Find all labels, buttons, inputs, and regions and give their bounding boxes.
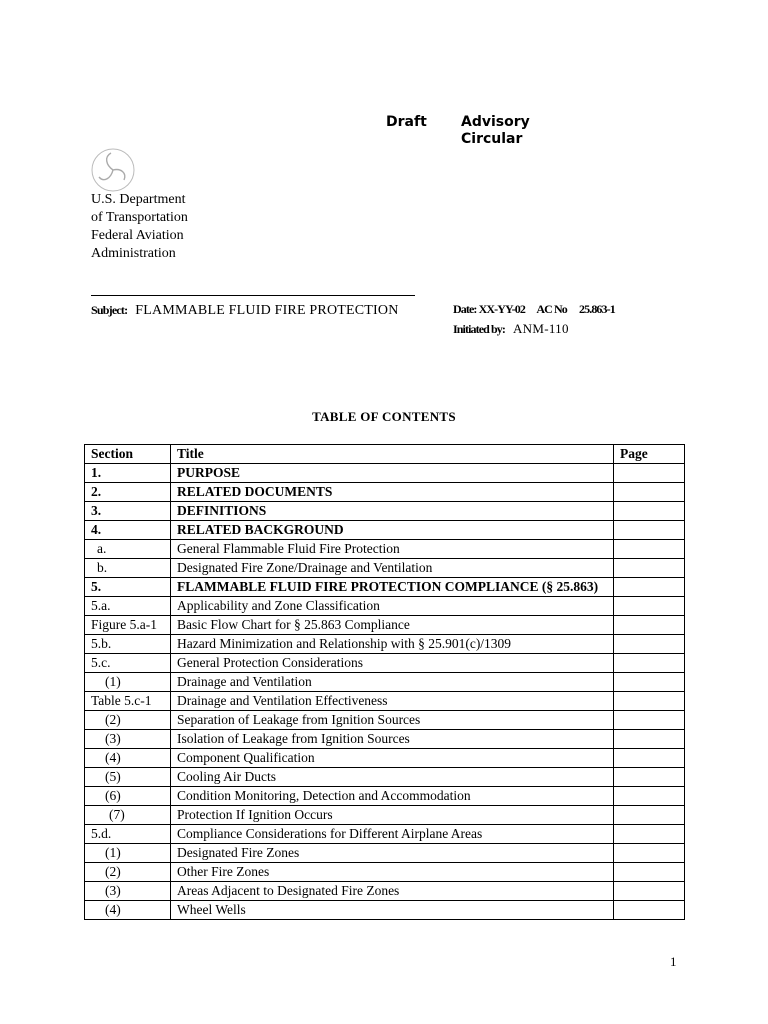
ac-label: AC No: [536, 302, 567, 316]
toc-cell-title: DEFINITIONS: [171, 502, 614, 521]
toc-row: [85, 711, 685, 730]
toc-cell-section: (7): [85, 806, 171, 825]
toc-cell-title: Hazard Minimization and Relationship with § 25.901(c)/1309: [171, 635, 614, 654]
toc-cell-page: [614, 711, 685, 730]
toc-row: [85, 464, 685, 483]
toc-cell-title: Designated Fire Zones: [171, 844, 614, 863]
department-line: Administration: [91, 246, 176, 261]
toc-row: [85, 654, 685, 673]
toc-row: [85, 730, 685, 749]
toc-cell-section: (2): [85, 863, 171, 882]
toc-cell-section: 5.a.: [85, 597, 171, 616]
toc-cell-title: RELATED BACKGROUND: [171, 521, 614, 540]
toc-cell-section: 2.: [85, 483, 171, 502]
toc-cell-section: (6): [85, 787, 171, 806]
subject-label: Subject:: [91, 303, 128, 317]
toc-cell-page: [614, 616, 685, 635]
toc-header-page: Page: [614, 445, 685, 464]
toc-cell-page: [614, 483, 685, 502]
toc-cell-section: a.: [85, 540, 171, 559]
toc-cell-section: 4.: [85, 521, 171, 540]
date-ac-line: [453, 302, 625, 317]
toc-cell-section: Table 5.c-1: [85, 692, 171, 711]
toc-cell-section: 5.d.: [85, 825, 171, 844]
toc-cell-page: [614, 882, 685, 901]
toc-row: [85, 882, 685, 901]
toc-cell-title: Basic Flow Chart for § 25.863 Compliance: [171, 616, 614, 635]
toc-row: [85, 901, 685, 920]
toc-cell-title: Designated Fire Zone/Drainage and Ventilation: [171, 559, 614, 578]
toc-cell-title: Wheel Wells: [171, 901, 614, 920]
toc-cell-page: [614, 597, 685, 616]
toc-cell-title: Isolation of Leakage from Ignition Sources: [171, 730, 614, 749]
toc-row: [85, 787, 685, 806]
toc-cell-title: PURPOSE: [171, 464, 614, 483]
toc-cell-section: 1.: [85, 464, 171, 483]
toc-row: [85, 559, 685, 578]
initiated-by-line: [453, 320, 569, 338]
toc-cell-page: [614, 464, 685, 483]
toc-cell-title: Areas Adjacent to Designated Fire Zones: [171, 882, 614, 901]
toc-cell-page: [614, 768, 685, 787]
toc-cell-page: [614, 654, 685, 673]
toc-cell-section: 5.: [85, 578, 171, 597]
toc-cell-title: Cooling Air Ducts: [171, 768, 614, 787]
toc-row: [85, 540, 685, 559]
toc-row: [85, 825, 685, 844]
toc-row: [85, 806, 685, 825]
department-block: [91, 191, 188, 263]
toc-header-row: [85, 445, 685, 464]
toc-cell-page: [614, 673, 685, 692]
toc-cell-page: [614, 844, 685, 863]
toc-cell-section: b.: [85, 559, 171, 578]
subject-value: FLAMMABLE FLUID FIRE PROTECTION: [135, 303, 399, 318]
date-label: Date: XX-YY-02: [453, 302, 525, 316]
toc-cell-page: [614, 540, 685, 559]
page-number: 1: [670, 954, 677, 969]
toc-cell-page: [614, 825, 685, 844]
toc-cell-page: [614, 521, 685, 540]
toc-cell-section: 3.: [85, 502, 171, 521]
toc-cell-page: [614, 578, 685, 597]
toc-row: [85, 692, 685, 711]
toc-cell-page: [614, 787, 685, 806]
toc-cell-page: [614, 901, 685, 920]
initiated-label: Initiated by:: [453, 322, 505, 336]
toc-row: [85, 521, 685, 540]
toc-row: [85, 597, 685, 616]
toc-cell-page: [614, 749, 685, 768]
toc-header-title: Title: [171, 445, 614, 464]
toc-cell-section: Figure 5.a-1: [85, 616, 171, 635]
toc-cell-section: (4): [85, 901, 171, 920]
dot-triskelion-logo-icon: [90, 147, 136, 193]
header-draft: Draft: [386, 114, 427, 130]
toc-title: TABLE OF CONTENTS: [312, 409, 456, 424]
toc-row: [85, 863, 685, 882]
toc-row: [85, 768, 685, 787]
toc-cell-page: [614, 730, 685, 749]
toc-cell-section: (3): [85, 882, 171, 901]
toc-cell-title: Drainage and Ventilation: [171, 673, 614, 692]
toc-cell-page: [614, 692, 685, 711]
toc-row: [85, 502, 685, 521]
toc-row: [85, 616, 685, 635]
toc-cell-title: Condition Monitoring, Detection and Accommodation: [171, 787, 614, 806]
toc-row: [85, 844, 685, 863]
toc-cell-section: (5): [85, 768, 171, 787]
toc-cell-title: Compliance Considerations for Different Airplane Areas: [171, 825, 614, 844]
toc-cell-page: [614, 502, 685, 521]
ac-number: 25.863-1: [579, 302, 615, 316]
toc-cell-title: FLAMMABLE FLUID FIRE PROTECTION COMPLIANCE (§ 25.863): [171, 578, 614, 597]
toc-cell-title: General Protection Considerations: [171, 654, 614, 673]
department-line: U.S. Department: [91, 192, 186, 207]
toc-cell-title: General Flammable Fluid Fire Protection: [171, 540, 614, 559]
initiated-value: ANM-110: [512, 321, 569, 336]
toc-cell-title: Other Fire Zones: [171, 863, 614, 882]
header-advisory-circular: Advisory Circular: [461, 114, 530, 147]
toc-cell-page: [614, 806, 685, 825]
toc-cell-section: 5.c.: [85, 654, 171, 673]
toc-cell-section: (4): [85, 749, 171, 768]
department-line: of Transportation: [91, 210, 188, 225]
toc-row: [85, 483, 685, 502]
toc-cell-page: [614, 863, 685, 882]
subject-line: [91, 301, 399, 319]
toc-cell-title: Protection If Ignition Occurs: [171, 806, 614, 825]
toc-cell-title: RELATED DOCUMENTS: [171, 483, 614, 502]
toc-cell-title: Component Qualification: [171, 749, 614, 768]
toc-cell-section: (1): [85, 673, 171, 692]
toc-cell-page: [614, 559, 685, 578]
toc-cell-title: Applicability and Zone Classification: [171, 597, 614, 616]
toc-row: [85, 635, 685, 654]
toc-cell-section: 5.b.: [85, 635, 171, 654]
toc-header-section: Section: [85, 445, 171, 464]
toc-cell-section: (3): [85, 730, 171, 749]
toc-cell-section: (1): [85, 844, 171, 863]
toc-cell-section: (2): [85, 711, 171, 730]
department-line: Federal Aviation: [91, 228, 184, 243]
toc-body: [85, 464, 685, 920]
horizontal-rule: [91, 295, 415, 296]
toc-row: [85, 749, 685, 768]
toc-cell-page: [614, 635, 685, 654]
toc-table: [84, 444, 685, 920]
toc-cell-title: Drainage and Ventilation Effectiveness: [171, 692, 614, 711]
toc-row: [85, 578, 685, 597]
toc-cell-title: Separation of Leakage from Ignition Sources: [171, 711, 614, 730]
toc-row: [85, 673, 685, 692]
